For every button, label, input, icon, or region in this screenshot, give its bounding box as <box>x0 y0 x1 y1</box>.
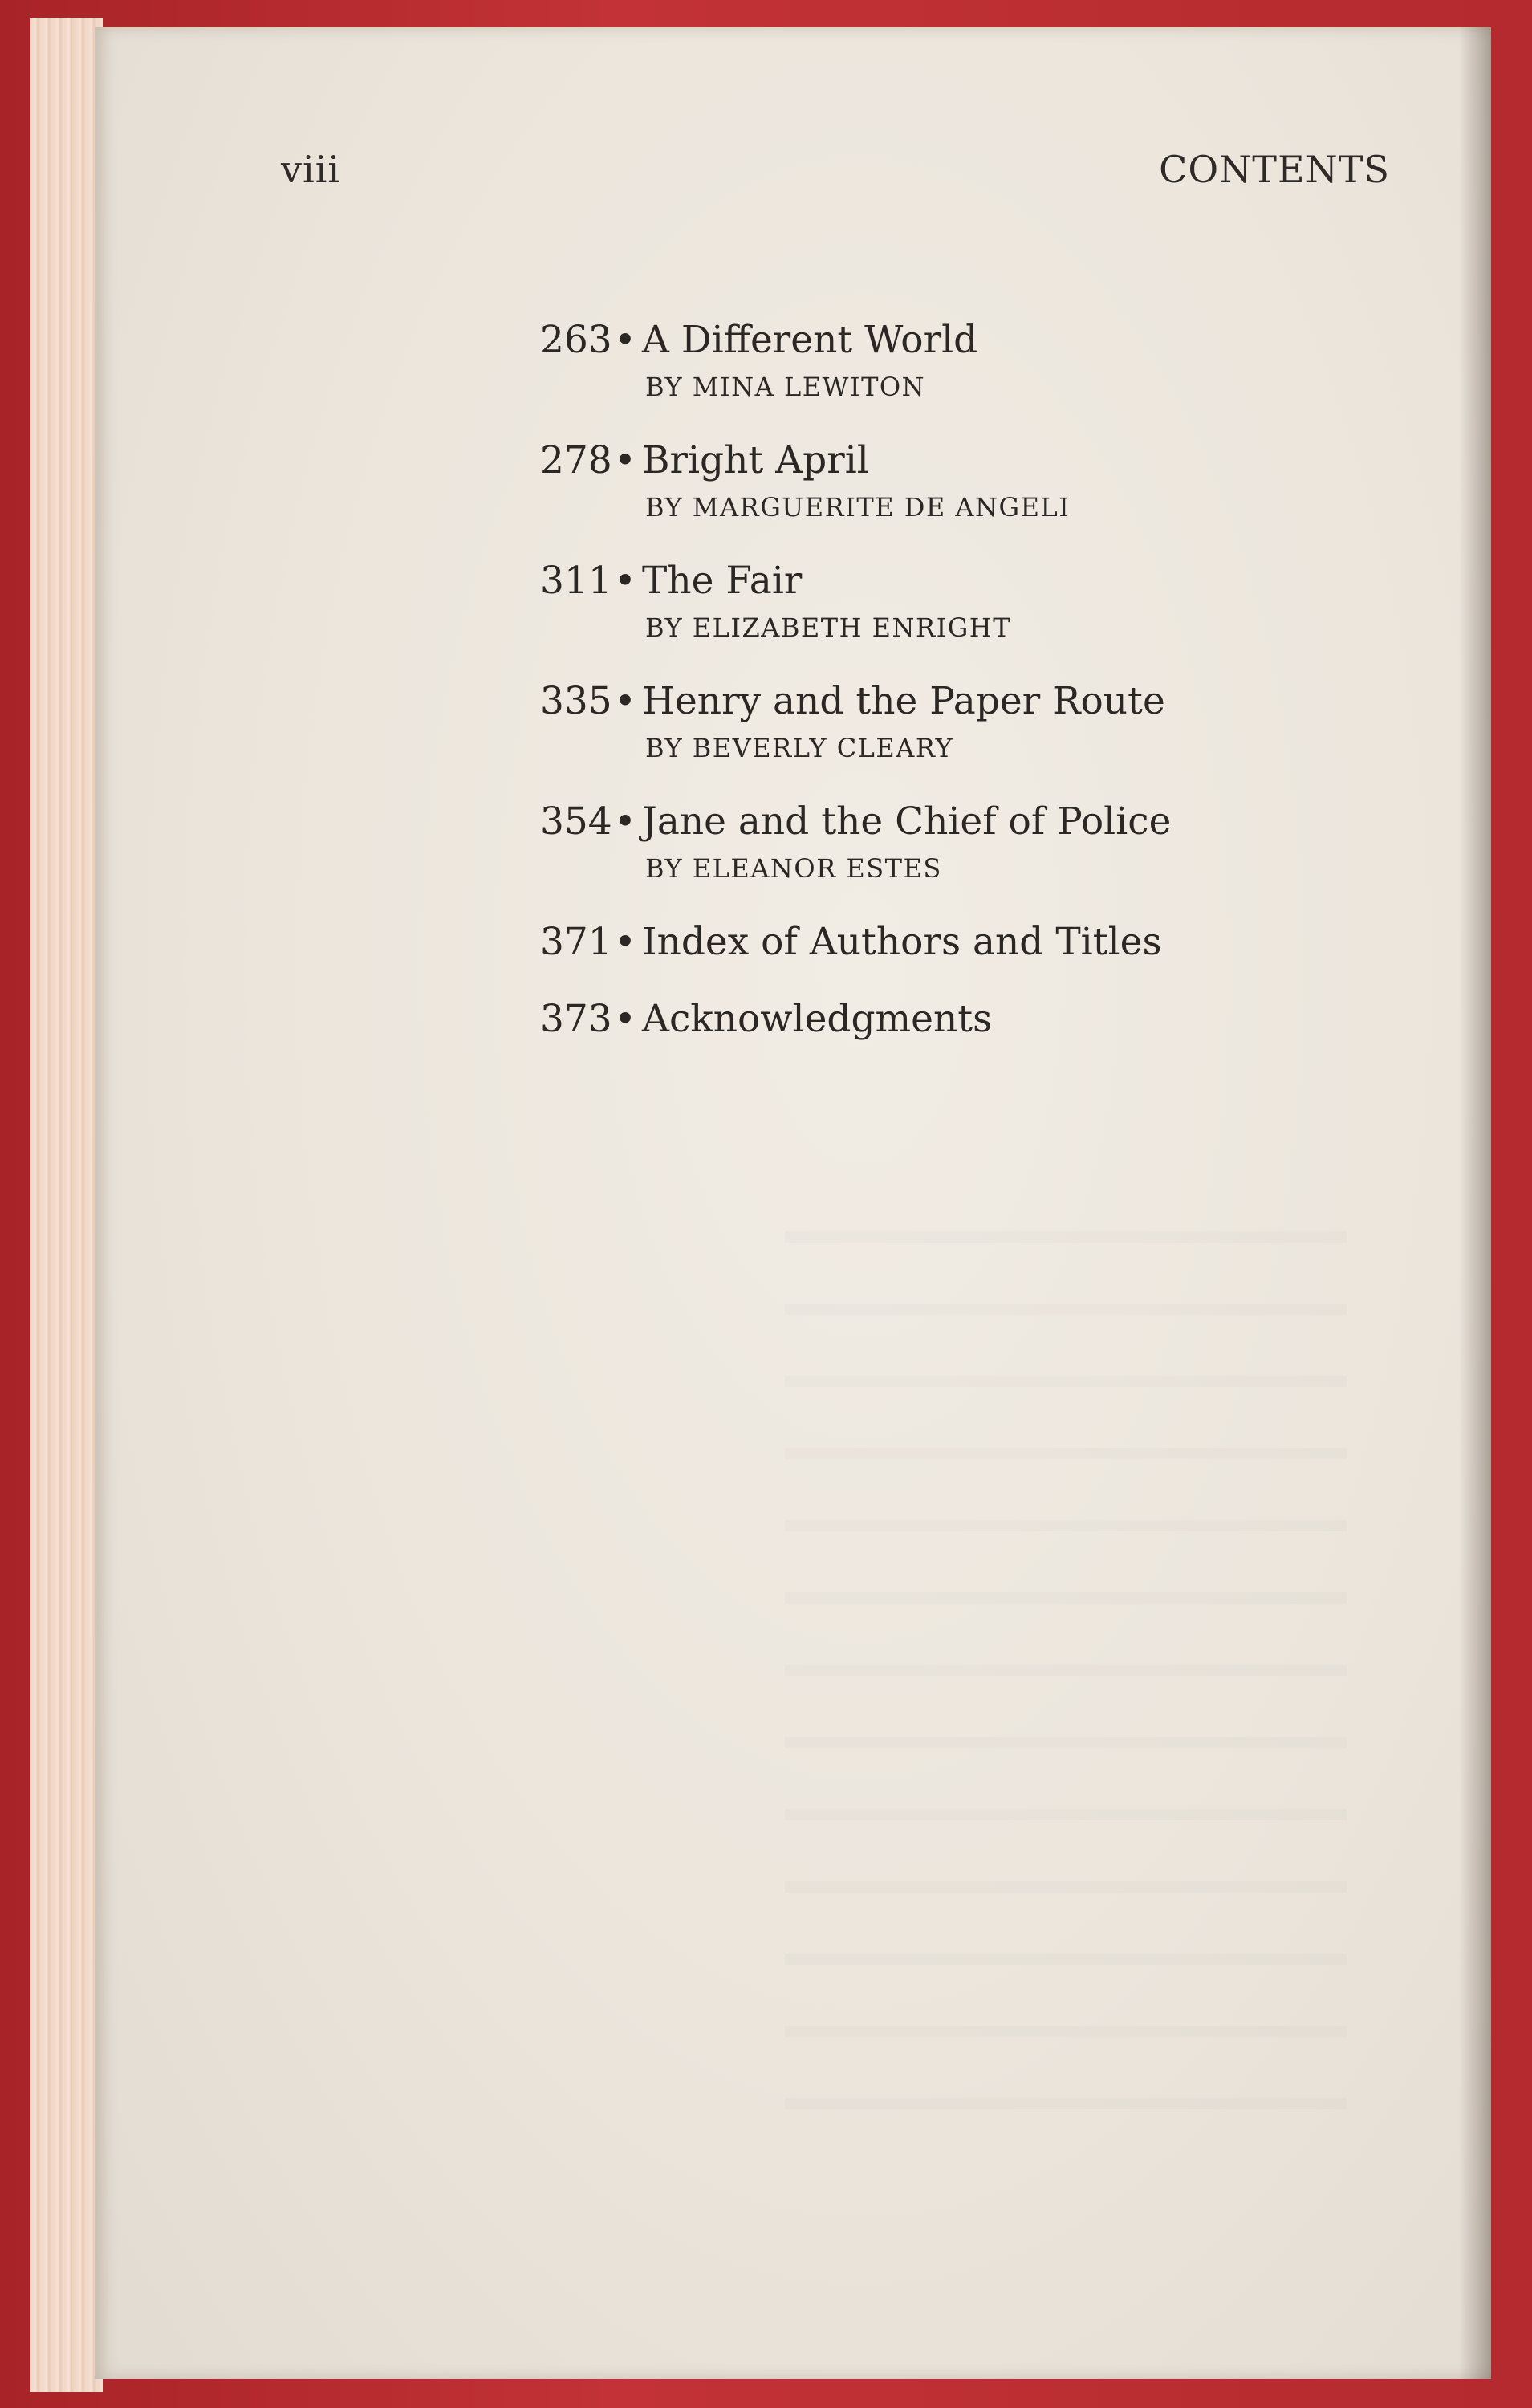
bullet-separator: • <box>614 679 636 723</box>
show-through-texture <box>785 1231 1347 2114</box>
toc-title: Jane and the Chief of Police <box>642 799 1172 844</box>
bullet-separator: • <box>614 438 636 482</box>
toc-entry <box>540 995 1343 1043</box>
bullet-separator: • <box>614 997 636 1041</box>
toc-page-number: 354 <box>540 799 612 844</box>
toc-entry <box>540 918 1343 966</box>
toc-page-number: 263 <box>540 318 612 362</box>
table-of-contents <box>540 316 1343 1072</box>
toc-page-number: 371 <box>540 920 612 964</box>
toc-entry <box>540 798 1343 885</box>
toc-page-number: 373 <box>540 997 612 1041</box>
toc-title: Index of Authors and Titles <box>642 920 1162 964</box>
page-number: viii <box>281 148 341 191</box>
toc-page-number: 311 <box>540 559 612 603</box>
toc-title: The Fair <box>642 559 803 603</box>
toc-page-number: 278 <box>540 438 612 482</box>
toc-entry <box>540 677 1343 764</box>
toc-entry <box>540 557 1343 644</box>
page-edges <box>30 18 103 2392</box>
toc-title: A Different World <box>642 318 978 362</box>
toc-author: BY ELIZABETH ENRIGHT <box>645 612 1012 643</box>
toc-entry <box>540 316 1343 403</box>
bullet-separator: • <box>614 318 636 362</box>
toc-title: Henry and the Paper Route <box>642 679 1165 723</box>
toc-entry <box>540 437 1343 523</box>
toc-author: BY MARGUERITE DE ANGELI <box>645 492 1071 523</box>
toc-page-number: 335 <box>540 679 612 723</box>
toc-author: BY MINA LEWITON <box>645 372 926 402</box>
running-head: CONTENTS <box>1159 148 1390 191</box>
toc-title: Bright April <box>642 438 869 482</box>
bullet-separator: • <box>614 559 636 603</box>
toc-title: Acknowledgments <box>642 997 993 1041</box>
bullet-separator: • <box>614 799 636 844</box>
toc-author: BY BEVERLY CLEARY <box>645 733 954 763</box>
toc-author: BY ELEANOR ESTES <box>645 853 942 884</box>
bullet-separator: • <box>614 920 636 964</box>
book-page <box>95 27 1491 2379</box>
gutter-shadow <box>1459 27 1491 2379</box>
